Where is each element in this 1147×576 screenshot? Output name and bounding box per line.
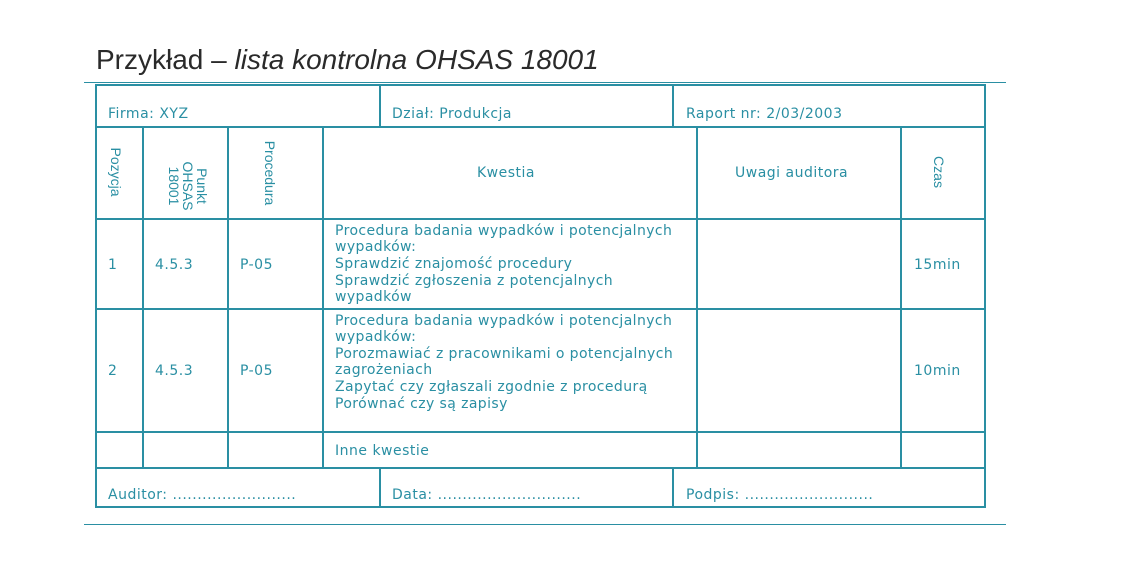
- podpis-field: Podpis: ..........................: [686, 487, 874, 503]
- row1-kwestia: [335, 223, 675, 306]
- col-divider: [900, 126, 902, 469]
- dzial-field: Dział: Produkcja: [392, 106, 512, 122]
- kwestia-line: Procedura badania wypadków i potencjalnych wypadków:: [335, 313, 673, 345]
- col-divider: [672, 84, 674, 127]
- raport-field: Raport nr: 2/03/2003: [686, 106, 843, 122]
- row2-procedura: P-05: [240, 363, 274, 379]
- page-title: [96, 44, 599, 76]
- col-header-punkt: [163, 136, 209, 236]
- kwestia-line: Zapytać czy zgłaszali zgodnie z procedurą: [335, 379, 648, 395]
- top-rule: [84, 82, 1006, 83]
- col-divider: [379, 467, 381, 508]
- punkt-line1: Punkt: [194, 168, 210, 204]
- col-header-czas: Czas: [931, 156, 947, 188]
- row1-czas: 15min: [914, 257, 961, 273]
- auditor-field: Auditor: .........................: [108, 487, 297, 503]
- col-divider: [142, 126, 144, 469]
- punkt-line2: OHSAS: [180, 161, 196, 211]
- firma-field: Firma: XYZ: [108, 106, 189, 122]
- col-divider: [322, 126, 324, 469]
- row2-kwestia: [335, 313, 675, 413]
- row1-procedura: P-05: [240, 257, 274, 273]
- row1-pozycja: 1: [108, 257, 118, 273]
- row2-czas: 10min: [914, 363, 961, 379]
- col-header-pozycja: Pozycja: [108, 147, 124, 197]
- row2-punkt: 4.5.3: [155, 363, 194, 379]
- title-subtitle: lista kontrolna OHSAS 18001: [234, 44, 599, 75]
- col-divider: [379, 84, 381, 127]
- title-main: Przykład –: [96, 44, 235, 75]
- col-header-procedura: Procedura: [262, 140, 278, 206]
- col-header-kwestia: Kwestia: [477, 165, 535, 181]
- col-header-uwagi: Uwagi auditora: [735, 165, 849, 181]
- data-field: Data: .............................: [392, 487, 582, 503]
- row1-punkt: 4.5.3: [155, 257, 194, 273]
- kwestia-line: Porozmawiać z pracownikami o potencjalnych zagrożeniach: [335, 346, 674, 378]
- punkt-line3: 18001: [166, 166, 182, 206]
- inne-kwestie: Inne kwestie: [335, 443, 430, 459]
- bottom-rule: [84, 524, 1006, 525]
- kwestia-line: Porównać czy są zapisy: [335, 396, 508, 412]
- col-divider: [696, 126, 698, 469]
- row2-pozycja: 2: [108, 363, 118, 379]
- col-divider: [227, 126, 229, 469]
- kwestia-line: Sprawdzić znajomość procedury: [335, 256, 573, 272]
- kwestia-line: Sprawdzić zgłoszenia z potencjalnych wypadków: [335, 273, 614, 305]
- col-divider: [672, 467, 674, 508]
- kwestia-line: Procedura badania wypadków i potencjalnych wypadków:: [335, 223, 673, 255]
